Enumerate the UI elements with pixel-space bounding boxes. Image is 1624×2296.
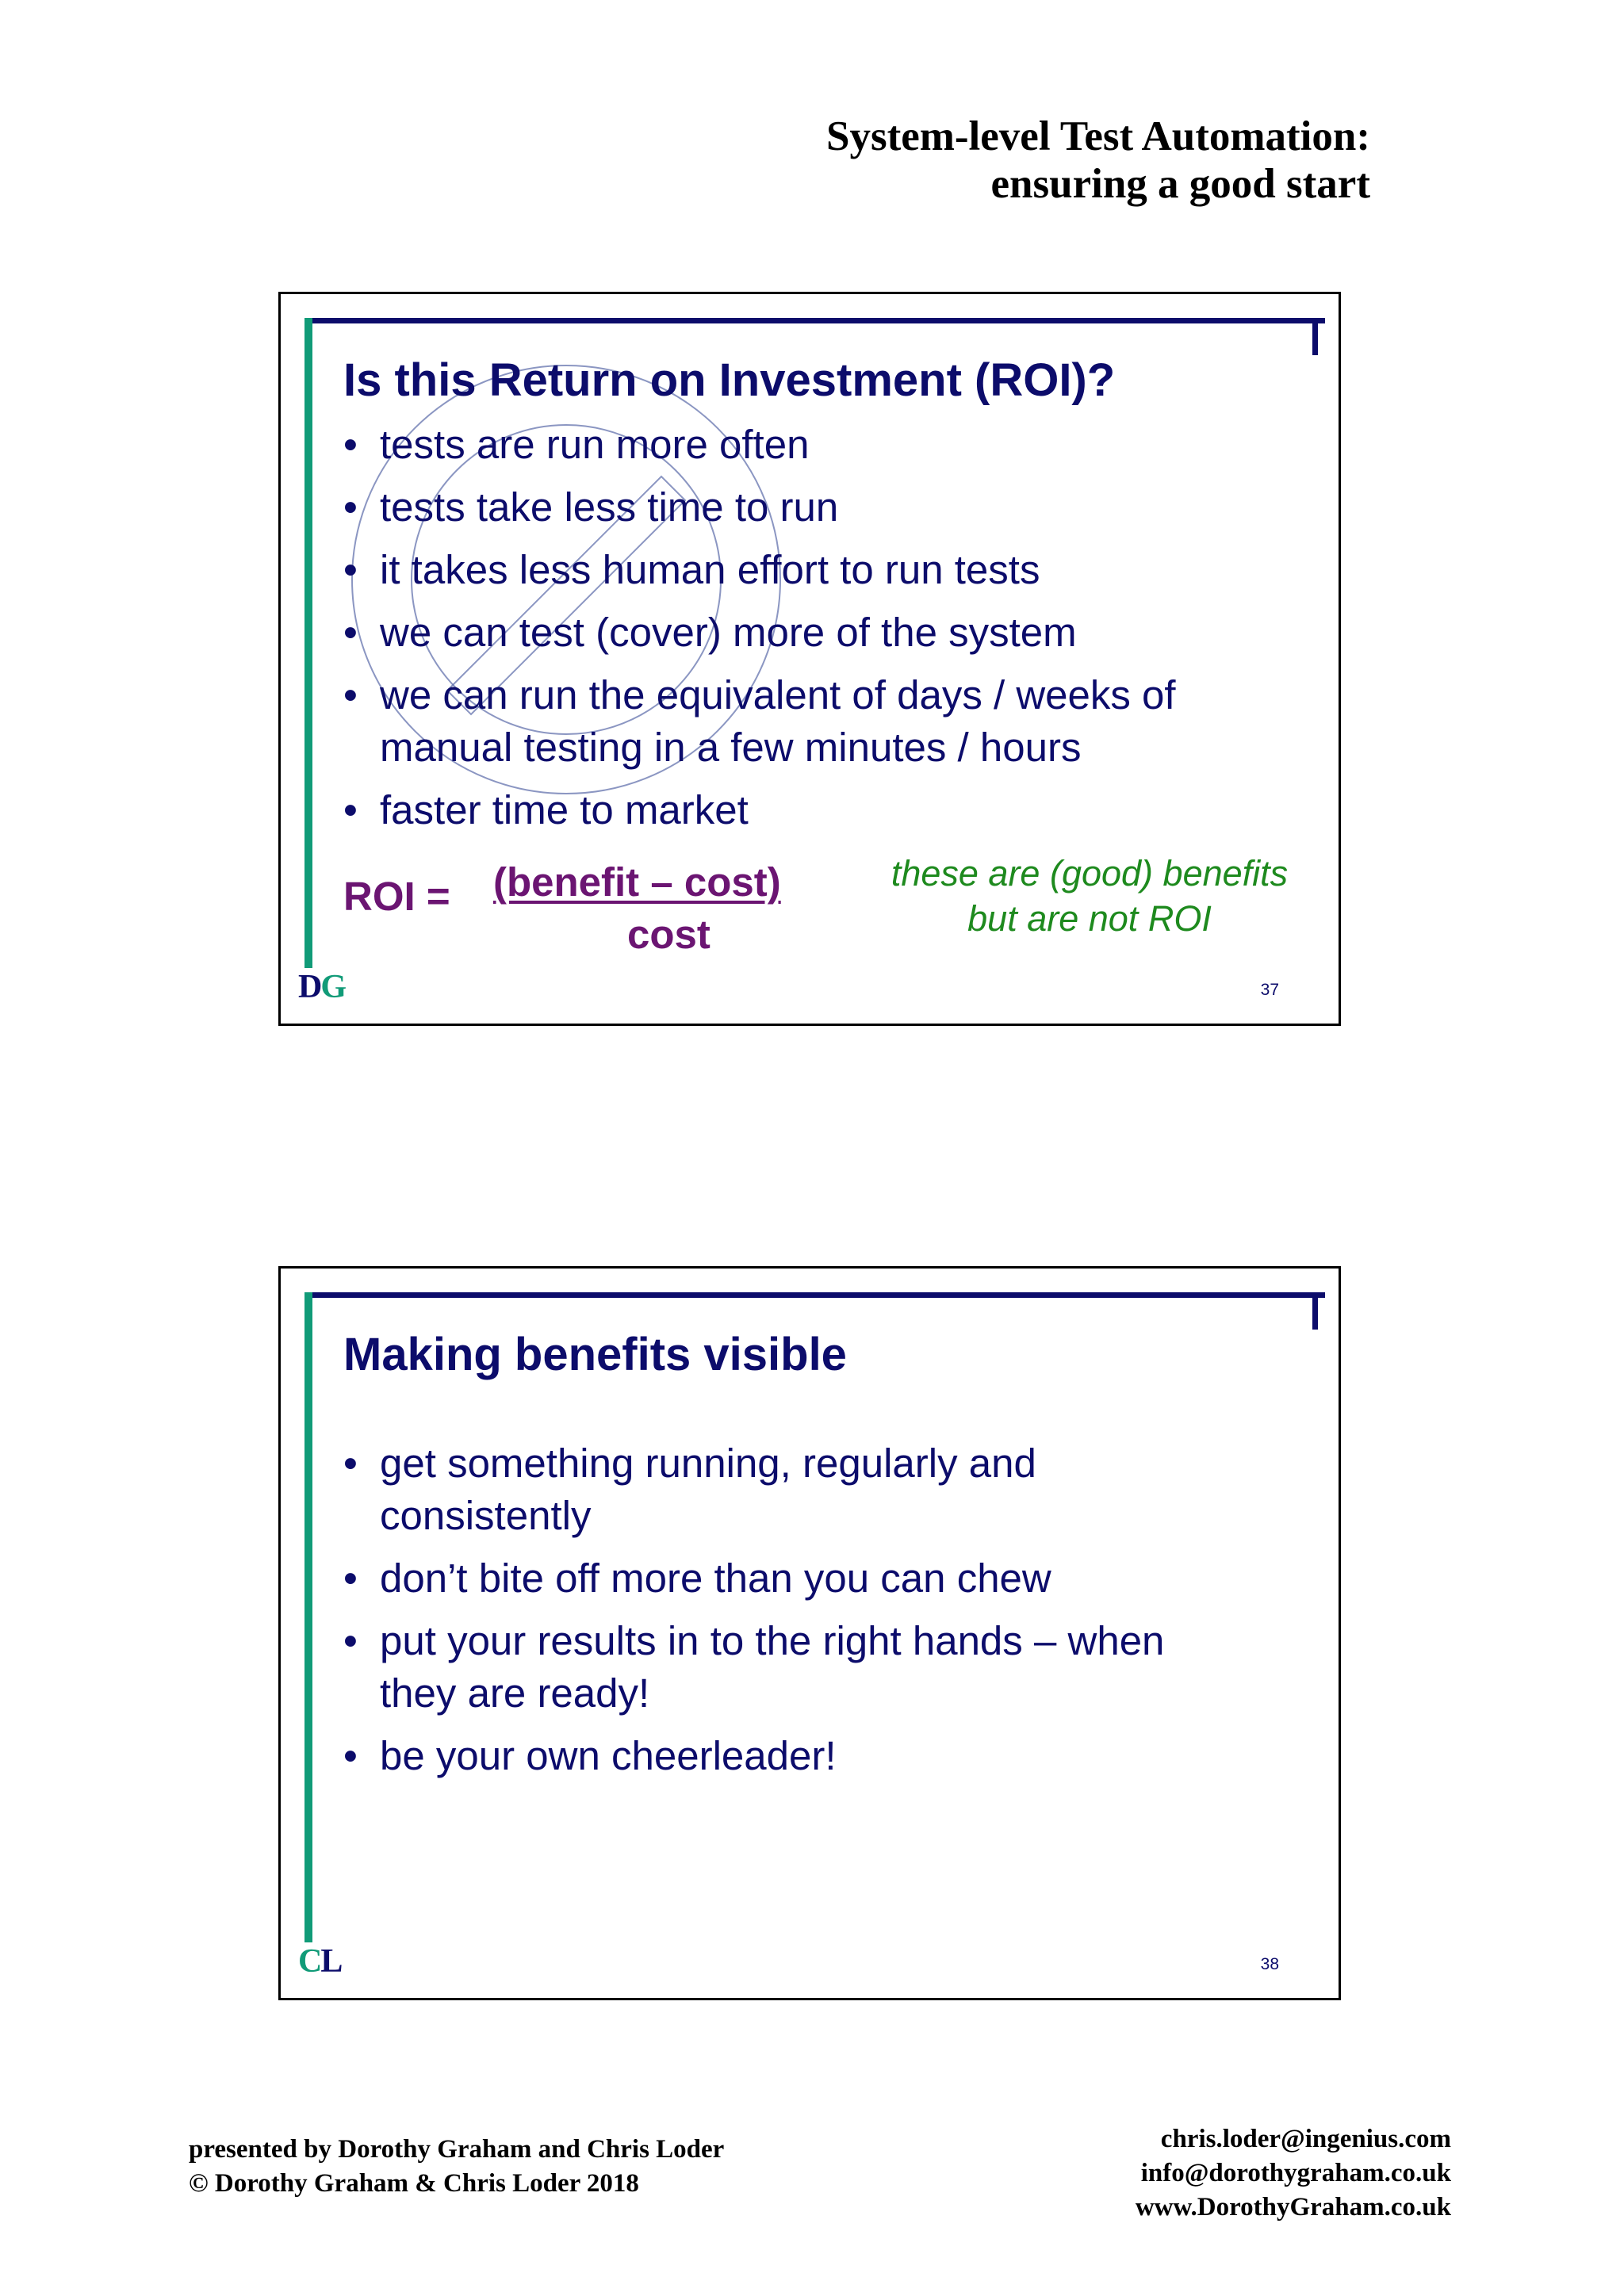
header-line-1: System-level Test Automation: (825, 113, 1370, 159)
slide-corner-tick (1312, 1292, 1318, 1330)
bullet-marker: • (343, 1733, 358, 1778)
roi-numerator: (benefit – cost) (493, 859, 781, 905)
slide-side-rule (304, 1292, 312, 1942)
footer-contacts (1136, 2122, 1451, 2225)
bullet-marker: • (343, 422, 358, 467)
slide-top-rule (304, 1292, 1325, 1298)
bullet-text: faster time to market (380, 787, 749, 832)
logo-letter: D (298, 969, 321, 1005)
list-item (343, 1615, 1164, 1720)
logo-letter: L (320, 1943, 342, 1980)
bullet-text: we can run the equivalent of days / weeks of manual testing in a few minutes / hours (380, 672, 1176, 770)
list-item (343, 607, 1176, 659)
dg-logo (298, 968, 345, 1006)
bullet-text: we can test (cover) more of the system (380, 610, 1077, 655)
slide-38 (278, 1266, 1341, 2000)
list-item (343, 1437, 1164, 1542)
bullet-list (343, 419, 1176, 847)
bullet-marker: • (343, 787, 358, 832)
slide-number: 37 (1260, 981, 1279, 999)
bullet-text: be your own cheerleader! (380, 1733, 837, 1778)
list-item (343, 1552, 1164, 1605)
roi-note-line-1: these are (good) benefits (891, 853, 1289, 894)
list-item (343, 669, 1176, 774)
roi-note-line-2: but are not ROI (967, 898, 1212, 939)
logo-letter: G (320, 969, 346, 1005)
bullet-marker: • (343, 547, 358, 592)
slide-side-rule (304, 318, 312, 968)
list-item (343, 1730, 1164, 1782)
bullet-text: tests are run more often (380, 422, 810, 467)
bullet-text: get something running, regularly and consistently (380, 1441, 1036, 1538)
slide-top-rule (304, 318, 1325, 323)
bullet-marker: • (343, 610, 358, 655)
bullet-text: tests take less time to run (380, 484, 839, 530)
slide-title: Is this Return on Investment (ROI)? (343, 354, 1116, 406)
bullet-marker: • (343, 1618, 358, 1663)
slide-number: 38 (1260, 1955, 1279, 1973)
bullet-text: it takes less human effort to run tests (380, 547, 1040, 592)
footer-email-chris: chris.loder@ingenius.com (1160, 2125, 1451, 2153)
footer-credits (189, 2133, 724, 2201)
list-item (343, 419, 1176, 471)
roi-label: ROI = (343, 874, 450, 919)
bullet-text: don’t bite off more than you can chew (380, 1556, 1051, 1601)
slide-corner-tick (1312, 318, 1318, 355)
cl-logo (298, 1942, 341, 1980)
header-line-2: ensuring a good start (990, 161, 1370, 207)
footer-copyright: © Dorothy Graham & Chris Loder 2018 (189, 2169, 639, 2198)
logo-letter: C (298, 1943, 321, 1980)
bullet-text: put your results in to the right hands – when they are ready! (380, 1618, 1165, 1716)
roi-denominator: cost (627, 912, 710, 957)
footer-email-info: info@dorothygraham.co.uk (1140, 2159, 1451, 2187)
document-header (826, 113, 1370, 208)
footer-website: www.DorothyGraham.co.uk (1135, 2193, 1451, 2221)
bullet-marker: • (343, 1441, 358, 1486)
bullet-marker: • (343, 484, 358, 530)
slide-37 (278, 292, 1341, 1026)
list-item (343, 784, 1176, 836)
bullet-marker: • (343, 672, 358, 718)
bullet-marker: • (343, 1556, 358, 1601)
bullet-list (343, 1437, 1164, 1793)
slide-title: Making benefits visible (343, 1329, 847, 1380)
list-item (343, 544, 1176, 596)
list-item (343, 481, 1176, 534)
footer-presenters: presented by Dorothy Graham and Chris Loder (189, 2135, 725, 2164)
roi-note (868, 851, 1312, 941)
